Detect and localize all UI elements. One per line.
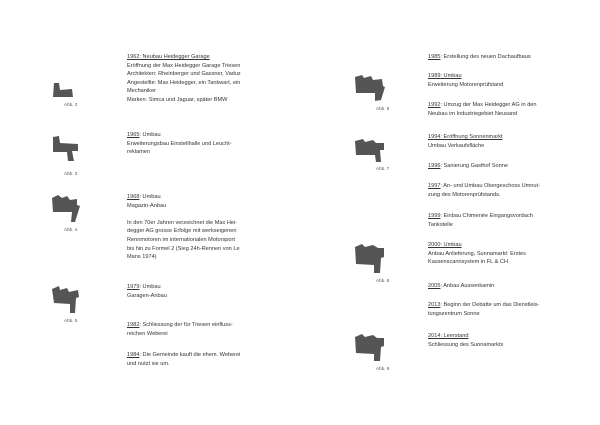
figure-label: Abb. 6 <box>376 106 390 111</box>
building-plan-icon-abb3 <box>52 135 80 163</box>
figure-label: Abb. 7 <box>376 166 390 171</box>
timeline-entry-1999: 1999: Einbau Chimenée Eingangsvordach Tankstelle <box>428 213 533 228</box>
timeline-entry-1979: 1979: Umbau Garagen-Anbau <box>127 284 167 299</box>
timeline-entry-2000: 2000: Umbau Anbau Anlieferung, Sunnamarkt: Erstes Kassenscannsystem in FL & CH <box>428 242 526 266</box>
building-plan-icon-abb6 <box>354 74 386 104</box>
figure-label: Abb. 5 <box>64 318 78 323</box>
timeline-entry-1994: 1994: Eröffnung Sonnenmarkt Umbau Verkaufsfläche <box>428 134 503 149</box>
timeline-entry-1968: 1968: Umbau Magazin-Anbau In den 70er Jahren verzeichnet die Max Hei- degger AG grosse Erfolge mit werkseigenen Rennmotoren im internationalen Motorsport bis hin zu Formel 2 (Sieg 24h-Rennen von Le Mans 1974) <box>127 194 240 261</box>
timeline-entry-1997: 1997: An- und Umbau Obergeschoss Umnut- zung des Motorenprüfstands. <box>428 183 540 198</box>
figure-label: Abb. 3 <box>64 171 78 176</box>
timeline-entry-1992: 1992: Umzug der Max Heidegger AG in den Neubau im Industriegebiet Neusand <box>428 102 537 117</box>
timeline-entry-1982: 1982: Schliessung der für Triesen einfluss- reichen Weberei <box>127 322 233 337</box>
building-plan-icon-abb8 <box>354 243 386 275</box>
building-plan-icon-abb4 <box>51 194 81 224</box>
timeline-entry-2013: 2013: Beginn der Debatte um das Dienstleis- tungszentrum Sonne <box>428 302 540 317</box>
figure-label: Abb. 2 <box>64 102 78 107</box>
timeline-entry-1984: 1984: Die Gemeinde kauft die ehem. Weberei und nutzt sie um. <box>127 352 241 367</box>
figure-label: Abb. 4 <box>64 227 78 232</box>
building-plan-icon-abb9 <box>354 333 386 363</box>
building-plan-icon-abb5 <box>51 284 81 316</box>
building-plan-icon-abb2 <box>52 82 74 98</box>
timeline-entry-1962: 1962: Neubau Heidegger Garage Eröffnung der Max Heidegger Garage Triesen Architekten: Rheinberger und Gassner, Vaduz Angestellte: Max Heidegger, ein Tankwart, ein Mechaniker Marken: Simca und Jaguar, später BMW <box>127 54 241 103</box>
timeline-entry-1985: 1985: Erstellung des neuen Dachaufbaus <box>428 54 531 60</box>
figure-label: Abb. 8 <box>376 278 390 283</box>
building-plan-icon-abb7 <box>354 138 386 164</box>
figure-label: Abb. 9 <box>376 366 390 371</box>
timeline-entry-1989: 1989: Umbau Erweiterung Motorenprüfstand <box>428 73 504 88</box>
timeline-entry-1965: 1965: Umbau Erweiterungsbau Einstellhalle und Leucht- reklamen <box>127 132 232 156</box>
timeline-entry-2005: 2005: Anbau Aussenkamin <box>428 283 495 289</box>
timeline-entry-2014: 2014: Leerstand Schliessung des Sunnamarkts <box>428 333 504 348</box>
timeline-entry-1996: 1996: Sanierung Gasthof Sonne <box>428 163 508 169</box>
